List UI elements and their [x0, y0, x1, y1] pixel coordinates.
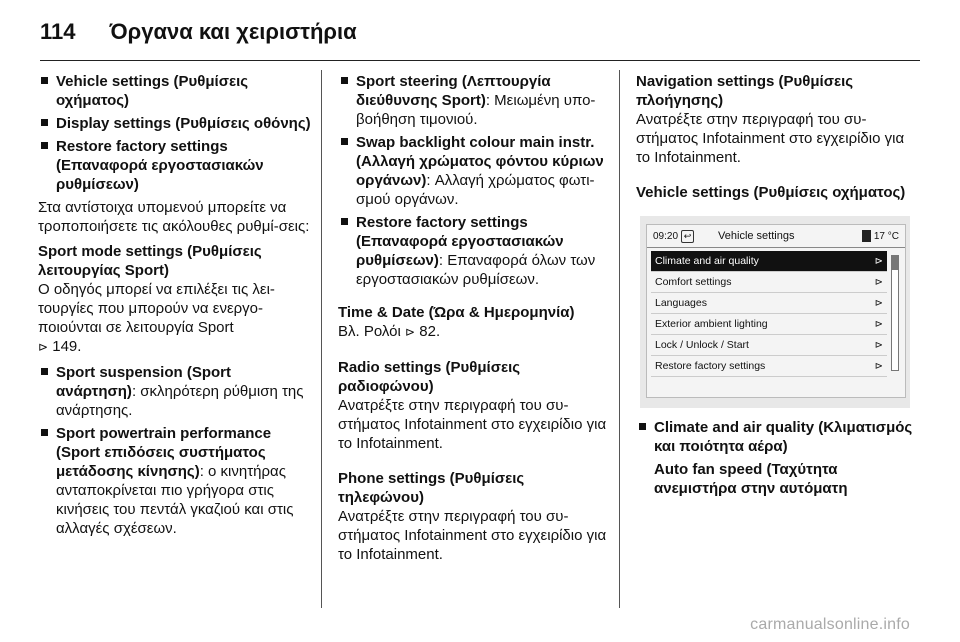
screen-time: 09:20: [653, 230, 679, 242]
menu-item-languages[interactable]: [651, 293, 887, 314]
menu-item-lock-unlock[interactable]: [651, 335, 887, 356]
screen-header: [647, 225, 905, 248]
menu-scrollbar[interactable]: [891, 255, 899, 371]
menu-item-label: Comfort settings: [655, 275, 732, 288]
infotainment-screen: [646, 224, 906, 398]
chevron-right-icon: ⊳: [874, 255, 883, 267]
column-divider-2: [619, 70, 620, 608]
phone-settings-heading: Phone settings (Ρυθμίσεις τηλεφώνου): [338, 470, 525, 506]
radio-settings-text: Ανατρέξτε στην περιγραφή του συ-στήματος Infotainment στο εγχειρίδιο για το Infotainment.: [338, 397, 607, 452]
column-2: [338, 72, 610, 570]
bullet-text: : Μειωμένη υπο-βοήθηση τιμονιού.: [356, 92, 596, 128]
chevron-right-icon: ⊳: [874, 360, 883, 372]
bullet-text: : Επαναφορά όλων των εργοστασιακών ρυθμίσεων.: [356, 252, 596, 288]
screen-title: Vehicle settings: [718, 229, 795, 242]
sport-mode-text: [38, 280, 312, 357]
bullet-text: : Αλλαγή χρώματος φωτι-σμού οργάνων.: [356, 172, 595, 208]
menu-item-label: Exterior ambient lighting: [655, 317, 768, 330]
bullet-sport-powertrain: [38, 424, 312, 538]
bullet-climate-air-quality: Climate and air quality (Κλιματισμός και ποιότητα αέρα): [636, 418, 916, 456]
menu-item-comfort[interactable]: [651, 272, 887, 293]
scrollbar-thumb[interactable]: [892, 256, 898, 270]
radio-settings-heading: Radio settings (Ρυθμίσεις ραδιοφώνου): [338, 359, 521, 395]
menu-item-label: Restore factory settings: [655, 359, 766, 372]
settings-menu-list: [651, 251, 887, 377]
chevron-right-icon: ⊳: [874, 276, 883, 288]
nav-settings-heading: Navigation settings (Ρυθμίσεις πλοήγησης): [636, 73, 854, 109]
intro-text: Στα αντίστοιχα υπομενού μπορείτε να τροποποιήσετε τις ακόλουθες ρυθμί-σεις:: [38, 199, 310, 235]
menu-item-exterior-lighting[interactable]: [651, 314, 887, 335]
time-date-text: [338, 322, 610, 342]
phone-icon: [862, 230, 871, 242]
bullet-title: Sport powertrain performance (Sport επιδόσεις συστήματος μετάδοσης κίνησης): [56, 425, 272, 480]
bullet-title: Swap backlight colour main instr. (Αλλαγή χρώματος φόντου κύριων οργάνων): [356, 134, 604, 189]
bullet-display-settings: Display settings (Ρυθμίσεις οθόνης): [38, 114, 312, 133]
bullet-sport-steering: [338, 72, 610, 129]
menu-item-label: Lock / Unlock / Start: [655, 338, 749, 351]
header-divider: [40, 60, 920, 61]
column-divider-1: [321, 70, 322, 608]
auto-fan-speed-heading: Auto fan speed (Ταχύτητα ανεμιστήρα στην αυτόματη: [654, 461, 848, 497]
column-3: [636, 72, 916, 498]
screen-temperature: 17 °C: [873, 230, 899, 242]
bullet-swap-backlight: [338, 133, 610, 209]
sport-mode-heading: Sport mode settings (Ρυθμίσεις λειτουργίας Sport): [38, 243, 262, 279]
chevron-right-icon: ⊳: [874, 318, 883, 330]
time-date-body: Βλ. Ρολόι: [338, 323, 401, 340]
page-header: [40, 14, 357, 50]
bullet-title: Sport steering (Λεπτουργία διεύθυνσης Sport): [356, 73, 551, 109]
page-ref-icon: ⊳: [405, 325, 416, 339]
bullet-title: Restore factory settings (Επαναφορά εργοστασιακών ρυθμίσεων): [356, 214, 564, 269]
time-date-heading: Time & Date (Ώρα & Ημερομηνία): [338, 304, 575, 321]
menu-item-label: Climate and air quality: [655, 254, 759, 267]
menu-item-restore[interactable]: [651, 356, 887, 377]
page-number: 114: [40, 19, 76, 44]
chevron-right-icon: ⊳: [874, 339, 883, 351]
sport-mode-body: Ο οδηγός μπορεί να επιλέξει τις λει-τουργίες που μπορούν να ενεργο-ποιούνται σε λειτουργία Sport: [38, 281, 275, 336]
bullet-text: : σκληρότερη ρύθμιση της ανάρτησης.: [56, 383, 304, 419]
bullet-restore-factory: Restore factory settings (Επαναφορά εργοστασιακών ρυθμίσεων): [38, 137, 312, 194]
sport-mode-ref[interactable]: 149.: [52, 338, 82, 355]
bullet-restore-factory-2: [338, 213, 610, 289]
chevron-right-icon: ⊳: [874, 297, 883, 309]
bullet-title: Sport suspension (Sport ανάρτηση): [56, 364, 232, 400]
time-date-ref[interactable]: 82.: [419, 323, 441, 340]
phone-settings-text: Ανατρέξτε στην περιγραφή του συ-στήματος Infotainment στο εγχειρίδιο για το Infotainment.: [338, 508, 607, 563]
chapter-title: Όργανα και χειριστήρια: [109, 19, 357, 44]
nav-settings-text: Ανατρέξτε στην περιγραφή του συ-στήματος Infotainment στο εγχειρίδιο για το Infotainment.: [636, 111, 905, 166]
page-ref-icon: ⊳: [38, 340, 49, 354]
bullet-sport-suspension: [38, 363, 312, 420]
back-icon[interactable]: ↩: [681, 230, 694, 243]
column-1: [38, 72, 312, 542]
menu-item-climate[interactable]: [651, 251, 887, 272]
vehicle-settings-screenshot: [640, 216, 910, 408]
vehicle-settings-heading: Vehicle settings (Ρυθμίσεις οχήματος): [636, 184, 906, 201]
watermark: carmanualsonline.info: [750, 616, 910, 633]
bullet-vehicle-settings: Vehicle settings (Ρυθμίσεις οχήματος): [38, 72, 312, 110]
bullet-text: : ο κινητήρας ανταποκρίνεται πιο γρήγορα στις κινήσεις του πεντάλ γκαζιού και στις αλλαγές σχέσεων.: [56, 463, 294, 537]
menu-item-label: Languages: [655, 296, 707, 309]
